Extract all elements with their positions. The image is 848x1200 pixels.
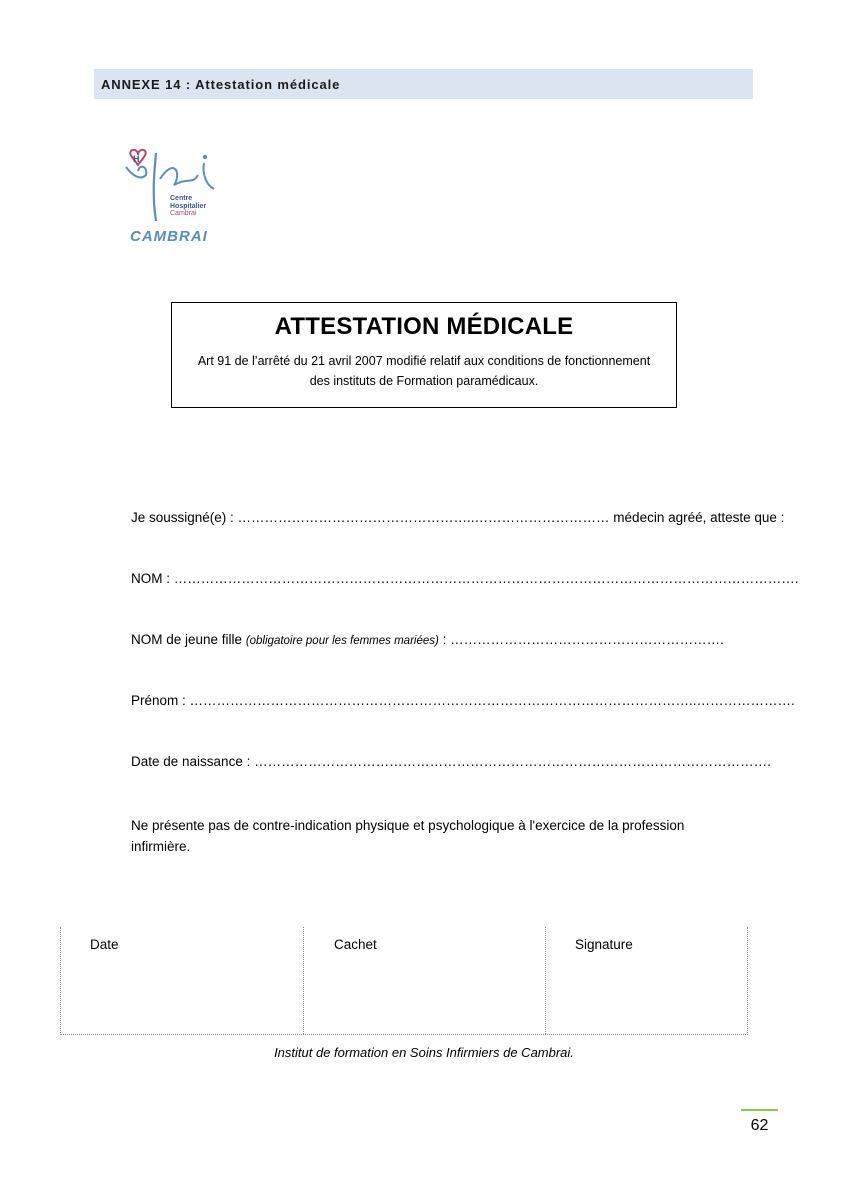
prenom-field[interactable]: Prénom : …………………………………………………………………………………………………..…………………. [131, 693, 795, 708]
logo-line-1: Centre [170, 195, 193, 202]
nom-jeune-fille-note: (obligatoire pour les femmes mariées) [245, 635, 439, 647]
logo-wordmark [170, 195, 206, 218]
nom-jeune-fille-label: NOM de jeune fille [131, 632, 246, 647]
signature-cell-label: Signature [575, 937, 633, 952]
table-divider [545, 927, 546, 1034]
document-title: ATTESTATION MÉDICALE [274, 313, 574, 340]
document-subtitle [182, 351, 666, 391]
nom-jeune-fille-field[interactable] [131, 632, 724, 647]
nom-field[interactable]: NOM : …………………………………………………………………………………………………………………………. [131, 571, 799, 586]
date-cell-label: Date [90, 937, 119, 952]
subtitle-line-2: des instituts de Formation paramédicaux. [309, 374, 539, 388]
table-divider [303, 927, 304, 1034]
title-box [171, 302, 677, 408]
page-number: 62 [750, 1117, 769, 1134]
nom-jeune-fille-dots: : ……………………………………………………. [438, 632, 724, 647]
annex-title: ANNEXE 14 : Attestation médicale [101, 76, 341, 92]
logo-city: CAMBRAI [130, 228, 208, 245]
medical-statement: Ne présente pas de contre-indication physique et psychologique à l'exercice de la profession infirmière. [131, 818, 685, 854]
page-number-rule [741, 1109, 778, 1111]
hospital-logo [118, 145, 230, 255]
subtitle-line-1: Art 91 de l’arrêté du 21 avril 2007 modifié relatif aux conditions de fonctionnement [197, 354, 651, 368]
cachet-cell-label: Cachet [334, 937, 377, 952]
svg-text:H: H [133, 154, 140, 164]
signature-table [60, 927, 748, 1035]
institute-footer: Institut de formation en Soins Infirmiers de Cambrai. [274, 1045, 574, 1060]
logo-line-3: Cambrai [170, 210, 197, 217]
date-naissance-field[interactable]: Date de naissance : ……………………………………………………………………………………………………. [131, 754, 771, 769]
annex-header-bar [94, 69, 753, 99]
logo-line-2: Hospitalier [170, 202, 207, 210]
soussigne-field[interactable]: Je soussigné(e) : ……………………………………………..………………………… médecin agréé, atteste que : [131, 510, 785, 525]
